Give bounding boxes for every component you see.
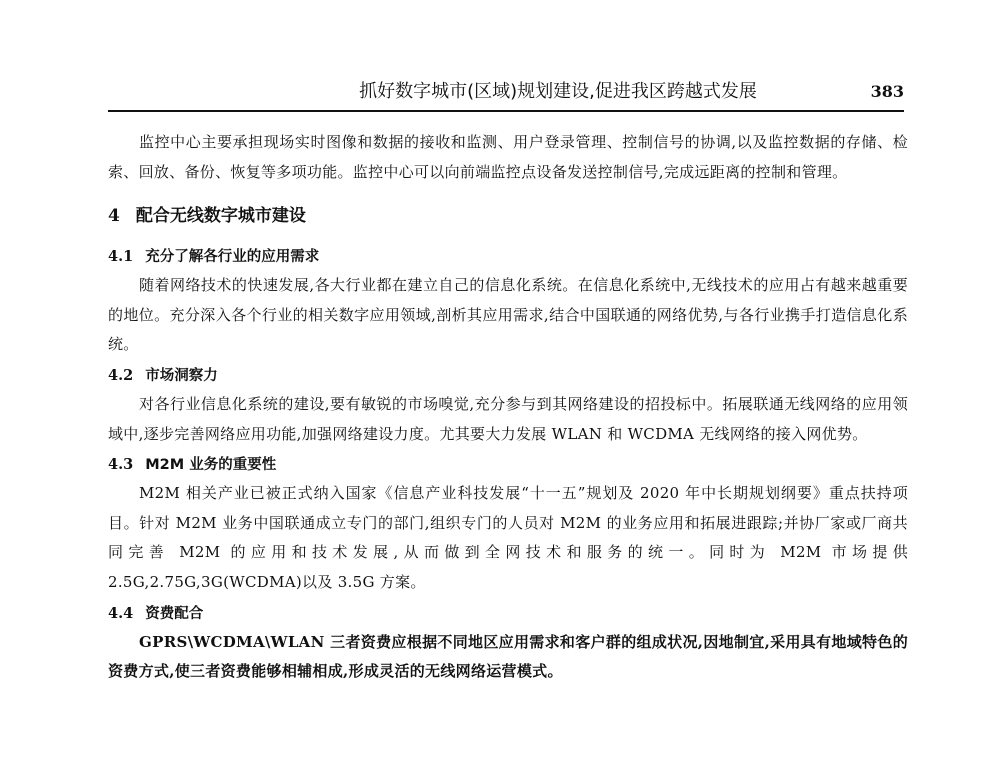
subsection-title: 市场洞察力 [145,367,218,384]
subsection-paragraph-4-1: 随着网络技术的快速发展,各大行业都在建立自己的信息化系统。在信息化系统中,无线技术的应用占有越来越重要的地位。充分深入各个行业的相关数字应用领域,剖析其应用需求,结合中国联通的网络优势,与各行业携手打造信息化系统。 [108,276,908,354]
page-body [108,128,908,687]
subsection-title: M2M 业务的重要性 [145,457,277,474]
section-title: 配合无线数字城市建设 [135,206,306,227]
subsection-title: 充分了解各行业的应用需求 [145,249,320,266]
subsection-number: 4.2 [108,366,134,384]
running-title: 抓好数字城市(区域)规划建设,促进我区跨越式发展 [359,81,757,102]
subsection-number: 4.4 [108,604,134,622]
intro-paragraph: 监控中心主要承担现场实时图像和数据的接收和监测、用户登录管理、控制信号的协调,以及监控数据的存储、检索、回放、备份、恢复等多项功能。监控中心可以向前端监控点设备发送控制信号,完成远距离的控制和管理。 [108,133,908,181]
subsection-paragraph-4-3: M2M 相关产业已被正式纳入国家《信息产业科技发展“十一五”规划及 2020 年中长期规划纲要》重点扶持项目。针对 M2M 业务中国联通成立专门的部门,组织专门的人员对 M2M 的业务应用和拓展进跟踪;并协厂家或厂商共同完善 M2M 的应用和技术发展,从而做到全网技术和服务的统一。同时为 M2M 市场提供 2.5G,2.75G,3G(WCDMA)以及 3.5G 方案。 [108,484,908,591]
section-number: 4 [108,206,120,227]
subsection-heading-4-3 [108,451,908,479]
subsection-paragraph-4-4: GPRS\WCDMA\WLAN 三者资费应根据不同地区应用需求和客户群的组成状况,因地制宜,采用具有地域特色的资费方式,使三者资费能够相辅相成,形成灵活的无线网络运营模式。 [108,632,908,681]
subsection-heading-4-2 [108,362,908,390]
subsection-number: 4.3 [108,456,134,474]
page-number: 383 [870,82,904,101]
section-heading-4 [108,203,908,229]
subsection-number: 4.1 [108,248,134,266]
subsection-heading-4-4 [108,600,908,628]
subsection-heading-4-1 [108,243,908,271]
subsection-title: 资费配合 [145,605,204,622]
subsection-paragraph-4-2: 对各行业信息化系统的建设,要有敏锐的市场嗅觉,充分参与到其网络建设的招投标中。拓展联通无线网络的应用领域中,逐步完善网络应用功能,加强网络建设力度。尤其要大力发展 WLAN 和 WCDMA 无线网络的接入网优势。 [108,394,908,443]
running-header [108,78,904,112]
